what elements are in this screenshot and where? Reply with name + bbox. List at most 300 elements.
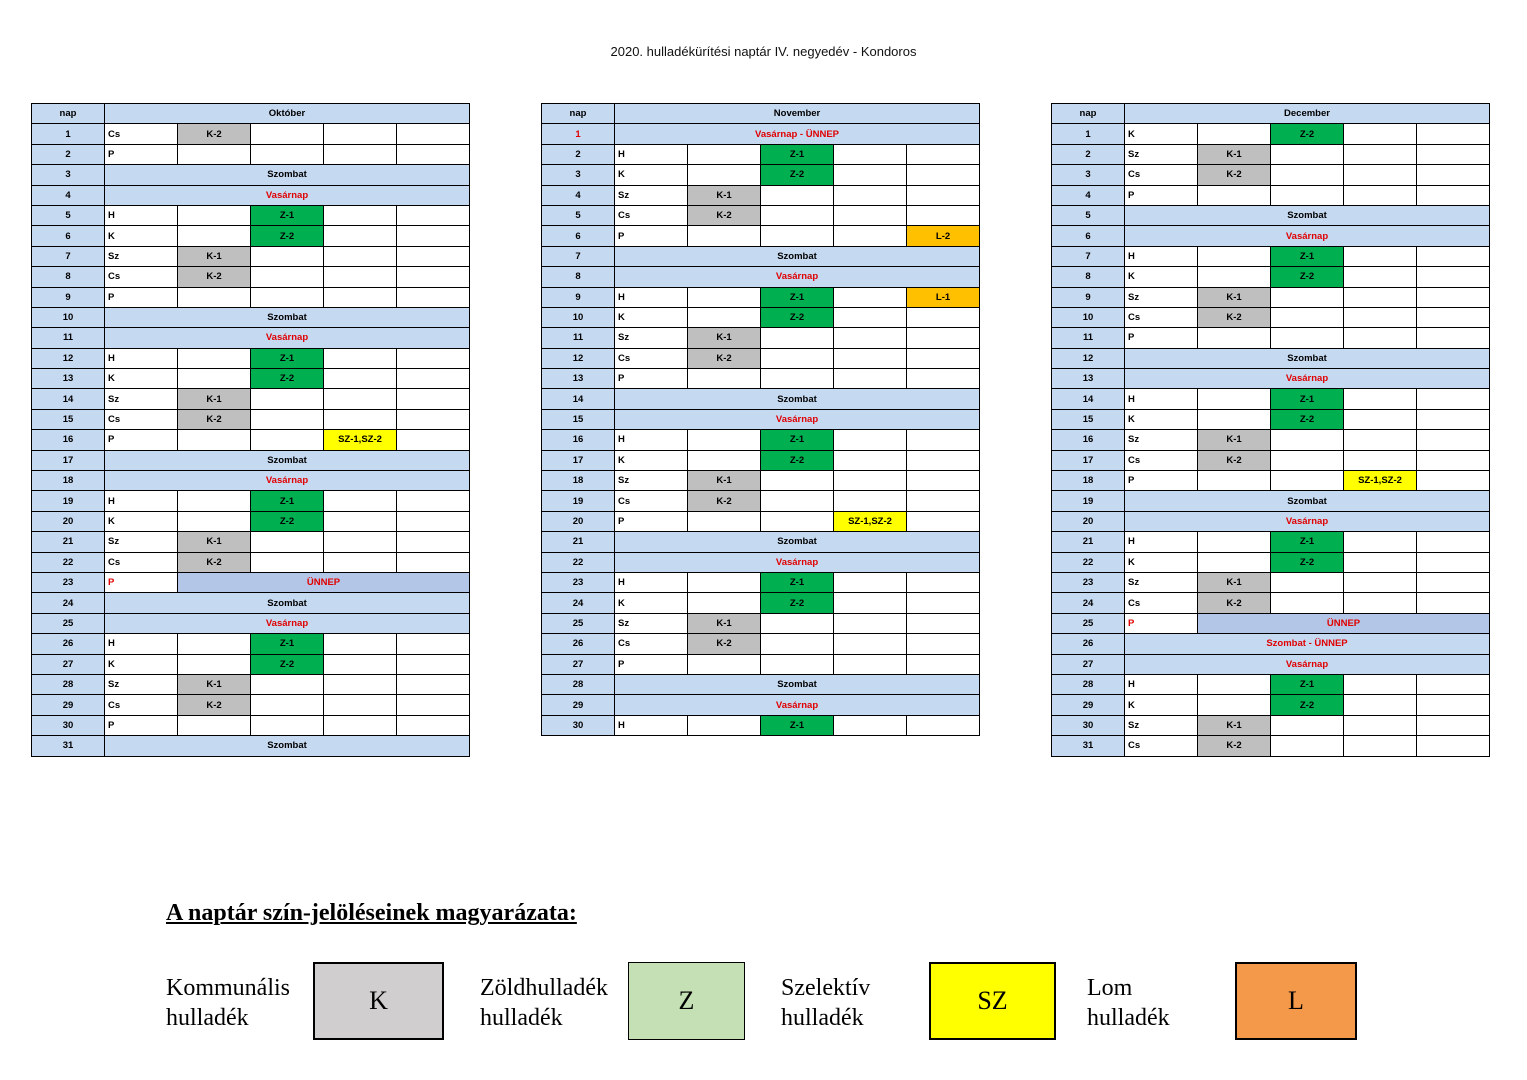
empty-cell (1417, 389, 1490, 409)
weekday-cell: Cs (105, 124, 178, 144)
day-number: 4 (542, 185, 615, 205)
legend-label-line2: hulladék (166, 1005, 249, 1031)
empty-cell (178, 369, 251, 389)
table-row (32, 593, 470, 613)
day-number: 14 (1052, 389, 1125, 409)
day-number: 6 (32, 226, 105, 246)
empty-cell (1198, 532, 1271, 552)
weekday-cell: H (615, 287, 688, 307)
collection-code: K-2 (178, 695, 251, 715)
weekday-cell: K (1125, 695, 1198, 715)
weekday-cell: Sz (1125, 430, 1198, 450)
table-row (1052, 634, 1490, 654)
table-row (1052, 430, 1490, 450)
day-number: 13 (32, 369, 105, 389)
day-number: 15 (542, 409, 615, 429)
table-row (1052, 124, 1490, 144)
table-row (542, 307, 980, 327)
empty-cell (1344, 409, 1417, 429)
table-row (542, 552, 980, 572)
empty-cell (1344, 430, 1417, 450)
empty-cell (397, 511, 470, 531)
weekday-cell: Sz (105, 389, 178, 409)
collection-code: K-1 (688, 185, 761, 205)
day-number: 9 (542, 287, 615, 307)
table-row (1052, 409, 1490, 429)
table-row (1052, 450, 1490, 470)
day-number: 28 (1052, 674, 1125, 694)
empty-cell (397, 715, 470, 735)
weekday-cell: K (1125, 409, 1198, 429)
table-row (542, 572, 980, 592)
empty-cell (834, 634, 907, 654)
day-number: 4 (1052, 185, 1125, 205)
empty-cell (907, 430, 980, 450)
weekday-cell: K (105, 654, 178, 674)
collection-code: Z-2 (251, 226, 324, 246)
day-number: 15 (1052, 409, 1125, 429)
collection-code: K-1 (1198, 287, 1271, 307)
table-row (1052, 593, 1490, 613)
empty-cell (761, 613, 834, 633)
collection-code: K-1 (178, 246, 251, 266)
empty-cell (907, 450, 980, 470)
table-row (32, 165, 470, 185)
table-row (1052, 246, 1490, 266)
day-number: 15 (32, 409, 105, 429)
table-row (32, 307, 470, 327)
empty-cell (1344, 389, 1417, 409)
weekday-cell: Cs (1125, 593, 1198, 613)
table-row (1052, 654, 1490, 674)
page-title: 2020. hulladékürítési naptár IV. negyedév - Kondoros (610, 44, 917, 59)
table-row (32, 430, 470, 450)
empty-cell (1417, 124, 1490, 144)
empty-cell (1417, 593, 1490, 613)
weekday-cell: Sz (105, 246, 178, 266)
empty-cell (1417, 165, 1490, 185)
collection-code: Z-1 (1271, 389, 1344, 409)
day-number: 21 (1052, 532, 1125, 552)
empty-cell (688, 593, 761, 613)
weekday-cell: Cs (1125, 736, 1198, 756)
table-row (542, 450, 980, 470)
table-row (32, 572, 470, 592)
legend-box-k: K (313, 962, 444, 1040)
empty-cell (251, 287, 324, 307)
table-row (542, 144, 980, 164)
empty-cell (1344, 552, 1417, 572)
collection-code: K-2 (178, 124, 251, 144)
table-row (1052, 287, 1490, 307)
weekday-cell: P (105, 287, 178, 307)
table-row (32, 471, 470, 491)
empty-cell (1417, 674, 1490, 694)
weekday-cell: Sz (1125, 572, 1198, 592)
empty-cell (397, 674, 470, 694)
table-row (32, 328, 470, 348)
empty-cell (761, 226, 834, 246)
empty-cell (834, 307, 907, 327)
empty-cell (324, 715, 397, 735)
day-number: 17 (1052, 450, 1125, 470)
empty-cell (688, 226, 761, 246)
weekday-cell: H (105, 634, 178, 654)
weekend-cell: Szombat (615, 532, 980, 552)
weekday-cell: Sz (1125, 287, 1198, 307)
day-number: 29 (542, 695, 615, 715)
legend-box-sz: SZ (929, 962, 1056, 1040)
empty-cell (397, 695, 470, 715)
empty-cell (178, 348, 251, 368)
day-number: 8 (1052, 267, 1125, 287)
day-number: 14 (32, 389, 105, 409)
empty-cell (907, 144, 980, 164)
empty-cell (251, 144, 324, 164)
weekend-cell: Szombat (615, 389, 980, 409)
table-row (1052, 144, 1490, 164)
collection-code: Z-1 (251, 348, 324, 368)
empty-cell (1271, 165, 1344, 185)
empty-cell (688, 715, 761, 735)
table-row (542, 654, 980, 674)
empty-cell (688, 307, 761, 327)
empty-cell (907, 634, 980, 654)
table-row (542, 287, 980, 307)
weekend-cell: Szombat (105, 736, 470, 756)
collection-code: Z-2 (761, 307, 834, 327)
empty-cell (834, 348, 907, 368)
table-row (542, 491, 980, 511)
empty-cell (761, 654, 834, 674)
calendar-november (541, 103, 980, 736)
collection-code: K-2 (178, 552, 251, 572)
collection-code: Z-1 (251, 205, 324, 225)
collection-code: K-1 (688, 613, 761, 633)
collection-code: Z-1 (1271, 674, 1344, 694)
empty-cell (324, 226, 397, 246)
table-row (1052, 736, 1490, 756)
day-number: 16 (542, 430, 615, 450)
weekday-cell: P (1125, 613, 1198, 633)
empty-cell (1198, 409, 1271, 429)
empty-cell (251, 246, 324, 266)
weekday-cell: K (1125, 267, 1198, 287)
table-row (542, 246, 980, 266)
legend-label-zoldhulladek (480, 973, 608, 1033)
legend-box-z: Z (628, 962, 745, 1040)
empty-cell (1417, 267, 1490, 287)
table-row (1052, 369, 1490, 389)
table-row (1052, 471, 1490, 491)
day-number: 22 (542, 552, 615, 572)
collection-code: Z-2 (1271, 267, 1344, 287)
weekday-cell: Cs (105, 695, 178, 715)
weekday-cell: Cs (105, 267, 178, 287)
empty-cell (178, 491, 251, 511)
day-number: 12 (1052, 348, 1125, 368)
empty-cell (324, 552, 397, 572)
collection-code: K-1 (1198, 715, 1271, 735)
collection-code: Z-1 (251, 491, 324, 511)
table-row (542, 471, 980, 491)
empty-cell (1344, 695, 1417, 715)
day-number: 28 (542, 674, 615, 694)
table-row (32, 226, 470, 246)
weekday-cell: Cs (615, 634, 688, 654)
day-number: 25 (542, 613, 615, 633)
table-row (542, 165, 980, 185)
empty-cell (1198, 246, 1271, 266)
empty-cell (178, 430, 251, 450)
weekday-cell: K (105, 369, 178, 389)
empty-cell (1344, 450, 1417, 470)
day-number: 25 (1052, 613, 1125, 633)
weekday-cell: Sz (1125, 144, 1198, 164)
day-number: 30 (1052, 715, 1125, 735)
empty-cell (324, 654, 397, 674)
day-number: 31 (32, 736, 105, 756)
weekday-cell: H (105, 348, 178, 368)
empty-cell (688, 572, 761, 592)
day-number: 16 (1052, 430, 1125, 450)
empty-cell (834, 165, 907, 185)
table-row (1052, 307, 1490, 327)
day-number: 12 (32, 348, 105, 368)
empty-cell (397, 552, 470, 572)
empty-cell (397, 389, 470, 409)
collection-code: Z-1 (251, 634, 324, 654)
empty-cell (178, 634, 251, 654)
weekday-cell: H (1125, 246, 1198, 266)
weekend-cell: Szombat (105, 450, 470, 470)
collection-code: Z-1 (1271, 532, 1344, 552)
empty-cell (761, 205, 834, 225)
weekday-cell: K (105, 511, 178, 531)
empty-cell (397, 144, 470, 164)
weekend-cell: Szombat (105, 165, 470, 185)
table-row (542, 674, 980, 694)
month-header: November (615, 104, 980, 124)
table-row (1052, 226, 1490, 246)
empty-cell (178, 226, 251, 246)
day-number: 30 (32, 715, 105, 735)
collection-code: K-2 (1198, 307, 1271, 327)
day-number: 19 (32, 491, 105, 511)
day-number: 26 (1052, 634, 1125, 654)
empty-cell (1344, 307, 1417, 327)
empty-cell (1417, 695, 1490, 715)
table-row (32, 287, 470, 307)
day-number: 3 (1052, 165, 1125, 185)
empty-cell (1344, 736, 1417, 756)
weekend-cell: Vasárnap - ÜNNEP (615, 124, 980, 144)
collection-code: K-1 (1198, 430, 1271, 450)
empty-cell (688, 654, 761, 674)
day-number: 10 (542, 307, 615, 327)
empty-cell (1198, 267, 1271, 287)
weekend-cell: Szombat (1125, 205, 1490, 225)
empty-cell (324, 124, 397, 144)
table-row (542, 328, 980, 348)
empty-cell (178, 511, 251, 531)
table-row (542, 226, 980, 246)
collection-code: Z-1 (761, 715, 834, 735)
collection-code: Z-2 (1271, 552, 1344, 572)
table-row (32, 695, 470, 715)
day-number: 24 (1052, 593, 1125, 613)
table-row (1052, 491, 1490, 511)
weekday-cell: K (615, 165, 688, 185)
day-number: 24 (32, 593, 105, 613)
collection-code: Z-2 (1271, 695, 1344, 715)
day-number: 1 (1052, 124, 1125, 144)
weekday-cell: P (1125, 328, 1198, 348)
weekday-cell: P (615, 226, 688, 246)
collection-code: Z-2 (1271, 124, 1344, 144)
empty-cell (834, 491, 907, 511)
day-number: 7 (32, 246, 105, 266)
empty-cell (907, 185, 980, 205)
day-number: 7 (542, 246, 615, 266)
weekday-cell: Sz (1125, 715, 1198, 735)
table-row (32, 613, 470, 633)
empty-cell (397, 369, 470, 389)
collection-code: SZ-1,SZ-2 (834, 511, 907, 531)
empty-cell (1417, 471, 1490, 491)
day-number: 3 (542, 165, 615, 185)
table-row (32, 205, 470, 225)
table-row (32, 511, 470, 531)
legend-label-kommunalis (166, 973, 290, 1033)
day-number: 22 (1052, 552, 1125, 572)
empty-cell (907, 613, 980, 633)
table-row (1052, 348, 1490, 368)
day-number: 22 (32, 552, 105, 572)
weekend-cell: Vasárnap (615, 267, 980, 287)
empty-cell (251, 715, 324, 735)
collection-code: Z-1 (761, 287, 834, 307)
day-number: 6 (1052, 226, 1125, 246)
empty-cell (397, 430, 470, 450)
day-number: 8 (32, 267, 105, 287)
table-row (542, 715, 980, 735)
weekday-cell: P (615, 511, 688, 531)
empty-cell (1344, 328, 1417, 348)
empty-cell (761, 471, 834, 491)
empty-cell (761, 369, 834, 389)
day-number: 10 (32, 307, 105, 327)
empty-cell (907, 572, 980, 592)
month-header: Október (105, 104, 470, 124)
day-number: 28 (32, 674, 105, 694)
weekend-cell: Szombat - ÜNNEP (1125, 634, 1490, 654)
weekend-cell: Vasárnap (105, 185, 470, 205)
collection-code: Z-2 (251, 369, 324, 389)
collection-code: Z-1 (761, 572, 834, 592)
weekday-cell: H (615, 430, 688, 450)
day-number: 17 (32, 450, 105, 470)
empty-cell (1198, 328, 1271, 348)
empty-cell (761, 185, 834, 205)
collection-code: K-1 (688, 471, 761, 491)
empty-cell (907, 348, 980, 368)
empty-cell (1417, 532, 1490, 552)
table-row (542, 389, 980, 409)
empty-cell (1271, 736, 1344, 756)
empty-cell (688, 165, 761, 185)
day-number: 13 (542, 369, 615, 389)
table-row (542, 267, 980, 287)
table-row (1052, 674, 1490, 694)
table-row (542, 613, 980, 633)
table-row (1052, 572, 1490, 592)
day-number: 13 (1052, 369, 1125, 389)
day-number: 9 (1052, 287, 1125, 307)
day-number: 31 (1052, 736, 1125, 756)
weekday-cell: K (105, 226, 178, 246)
table-row (1052, 695, 1490, 715)
collection-code: Z-2 (251, 654, 324, 674)
legend-label-line1: Szelektív (781, 975, 871, 1001)
collection-code: Z-2 (251, 511, 324, 531)
empty-cell (324, 674, 397, 694)
empty-cell (1198, 674, 1271, 694)
legend-label-line2: hulladék (781, 1005, 864, 1031)
day-number: 29 (32, 695, 105, 715)
weekday-cell: Sz (615, 471, 688, 491)
empty-cell (907, 511, 980, 531)
weekday-cell: Sz (615, 328, 688, 348)
empty-cell (834, 430, 907, 450)
collection-code: Z-1 (761, 144, 834, 164)
collection-code: K-2 (688, 348, 761, 368)
table-row (32, 144, 470, 164)
table-row (1052, 389, 1490, 409)
weekday-cell: H (1125, 389, 1198, 409)
table-row (32, 369, 470, 389)
table-row (32, 450, 470, 470)
empty-cell (834, 450, 907, 470)
weekday-cell: Cs (1125, 165, 1198, 185)
day-number: 18 (32, 471, 105, 491)
empty-cell (834, 144, 907, 164)
weekday-cell: K (615, 593, 688, 613)
weekend-cell: Vasárnap (105, 613, 470, 633)
table-row (32, 491, 470, 511)
day-number: 21 (542, 532, 615, 552)
empty-cell (1198, 552, 1271, 572)
collection-code: K-2 (178, 409, 251, 429)
empty-cell (907, 205, 980, 225)
empty-cell (178, 144, 251, 164)
empty-cell (834, 226, 907, 246)
empty-cell (178, 205, 251, 225)
empty-cell (251, 552, 324, 572)
day-number: 19 (1052, 491, 1125, 511)
empty-cell (251, 695, 324, 715)
weekend-cell: Szombat (1125, 348, 1490, 368)
table-row (542, 532, 980, 552)
weekday-cell: P (615, 654, 688, 674)
empty-cell (761, 511, 834, 531)
day-number: 20 (542, 511, 615, 531)
day-number: 1 (542, 124, 615, 144)
empty-cell (1344, 144, 1417, 164)
table-row (1052, 552, 1490, 572)
empty-cell (1344, 287, 1417, 307)
day-number: 30 (542, 715, 615, 735)
